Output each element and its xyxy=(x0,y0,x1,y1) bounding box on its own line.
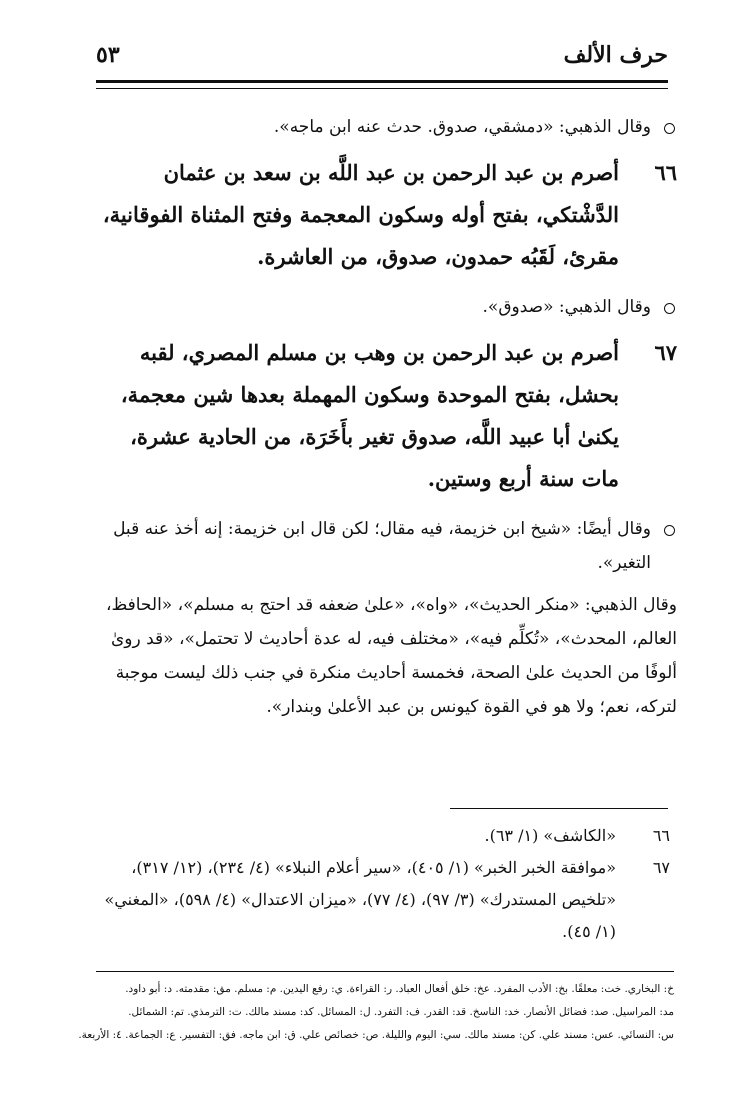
note-dhahabi-2 xyxy=(92,290,677,324)
footnote-text: «موافقة الخبر الخبر» (١/ ٤٠٥)، «سير أعلام النبلاء» (٤/ ٢٣٤)، (١٢/ ٣١٧)، «تلخيص المستدرك» (٣/ ٩٧)، (٤/ ٧٧)، «ميزان الاعتدال» (٤/ ٥٩٨)، «المغني» (١/ ٤٥). xyxy=(104,858,616,941)
footnote-separator xyxy=(450,808,668,809)
entry-text: أصرم بن عبد الرحمن بن عبد اللَّه بن سعد بن عثمان الدَّشْتكي، بفتح أوله وسكون المعجمة وفتح المثناة الفوقانية، مقرئ، لَقَبُه حمدون، صدوق، من العاشرة. xyxy=(102,160,619,269)
note-text: وقال أيضًا: «شيخ ابن خزيمة، فيه مقال؛ لكن قال ابن خزيمة: إنه أخذ عنه قبل التغير». xyxy=(113,519,651,573)
entry-66 xyxy=(92,152,677,278)
footnote-67 xyxy=(96,852,674,948)
page-header xyxy=(96,42,668,76)
page-body xyxy=(92,110,677,732)
footnote-text: «الكاشف» (١/ ٦٣). xyxy=(484,826,616,845)
footnote-number: ٦٦ xyxy=(652,826,670,845)
note-text: وقال الذهبي: «دمشقي، صدوق. حدث عنه ابن ماجه». xyxy=(273,117,651,137)
chapter-title: حرف الألف xyxy=(563,42,668,68)
footnote-66 xyxy=(96,820,674,852)
abbreviations-line: س: النسائي. عس: مسند علي. كن: مسند مالك. سي: اليوم والليلة. ص: خصائص علي. ق: ابن ماجه. فق: التفسير. ع: الجماعة. ٤: الأربعة. xyxy=(78,1029,674,1041)
footnote-number: ٦٧ xyxy=(652,858,670,877)
bullet-circle-icon xyxy=(664,525,675,536)
note-text: وقال الذهبي: «صدوق». xyxy=(482,297,651,317)
entry-text: أصرم بن عبد الرحمن بن وهب بن مسلم المصري، لقبه بحشل، بفتح الموحدة وسكون المهملة بعدها شين معجمة، يكنىٰ أبا عبيد اللَّه، صدوق تغير بأَخَرَة، من الحادية عشرة، مات سنة أربع وستين. xyxy=(120,340,619,491)
footnotes xyxy=(96,820,674,948)
note-dhahabi-3 xyxy=(92,588,677,724)
abbreviations-line: مد: المراسيل. صد: فضائل الأنصار. خد: الناسخ. قد: القدر. ف: التفرد. ل: المسائل. كد: مسند مالك. ت: الترمذي. تم: الشمائل. xyxy=(128,1006,674,1018)
header-rule-thin xyxy=(96,88,668,89)
header-rule-thick xyxy=(96,80,668,83)
abbreviations-rule xyxy=(96,971,674,972)
abbreviations-key xyxy=(78,978,674,1047)
note-also xyxy=(92,512,677,580)
bullet-circle-icon xyxy=(664,303,675,314)
entry-number: ٦٧ xyxy=(654,340,677,365)
entry-67 xyxy=(92,332,677,500)
entry-number: ٦٦ xyxy=(654,160,677,185)
note-text: وقال الذهبي: «منكر الحديث»، «واه»، «علىٰ ضعفه قد احتج به مسلم»، «الحافظ، العالم، المحدث»، «تُكلِّم فيه»، «مختلف فيه، له عدة أحاديث لا تحتمل»، «قد روىٰ ألوفًا من الحديث علىٰ الصحة، فخمسة أحاديث منكرة في جنب ذلك ليست موجبة لتركه، نعم؛ ولا هو في القوة كيونس بن عبد الأعلىٰ وبندار». xyxy=(105,595,677,717)
note-dhahabi-1 xyxy=(92,110,677,144)
bullet-circle-icon xyxy=(664,123,675,134)
abbreviations-line: خ: البخاري. خت: معلقًا. بخ: الأدب المفرد. عخ: خلق أفعال العباد. ر: القراءة. ي: رفع اليدين. م: مسلم. مق: مقدمته. د: أبو داود. xyxy=(125,983,674,995)
page-number: ٥٣ xyxy=(96,42,120,68)
